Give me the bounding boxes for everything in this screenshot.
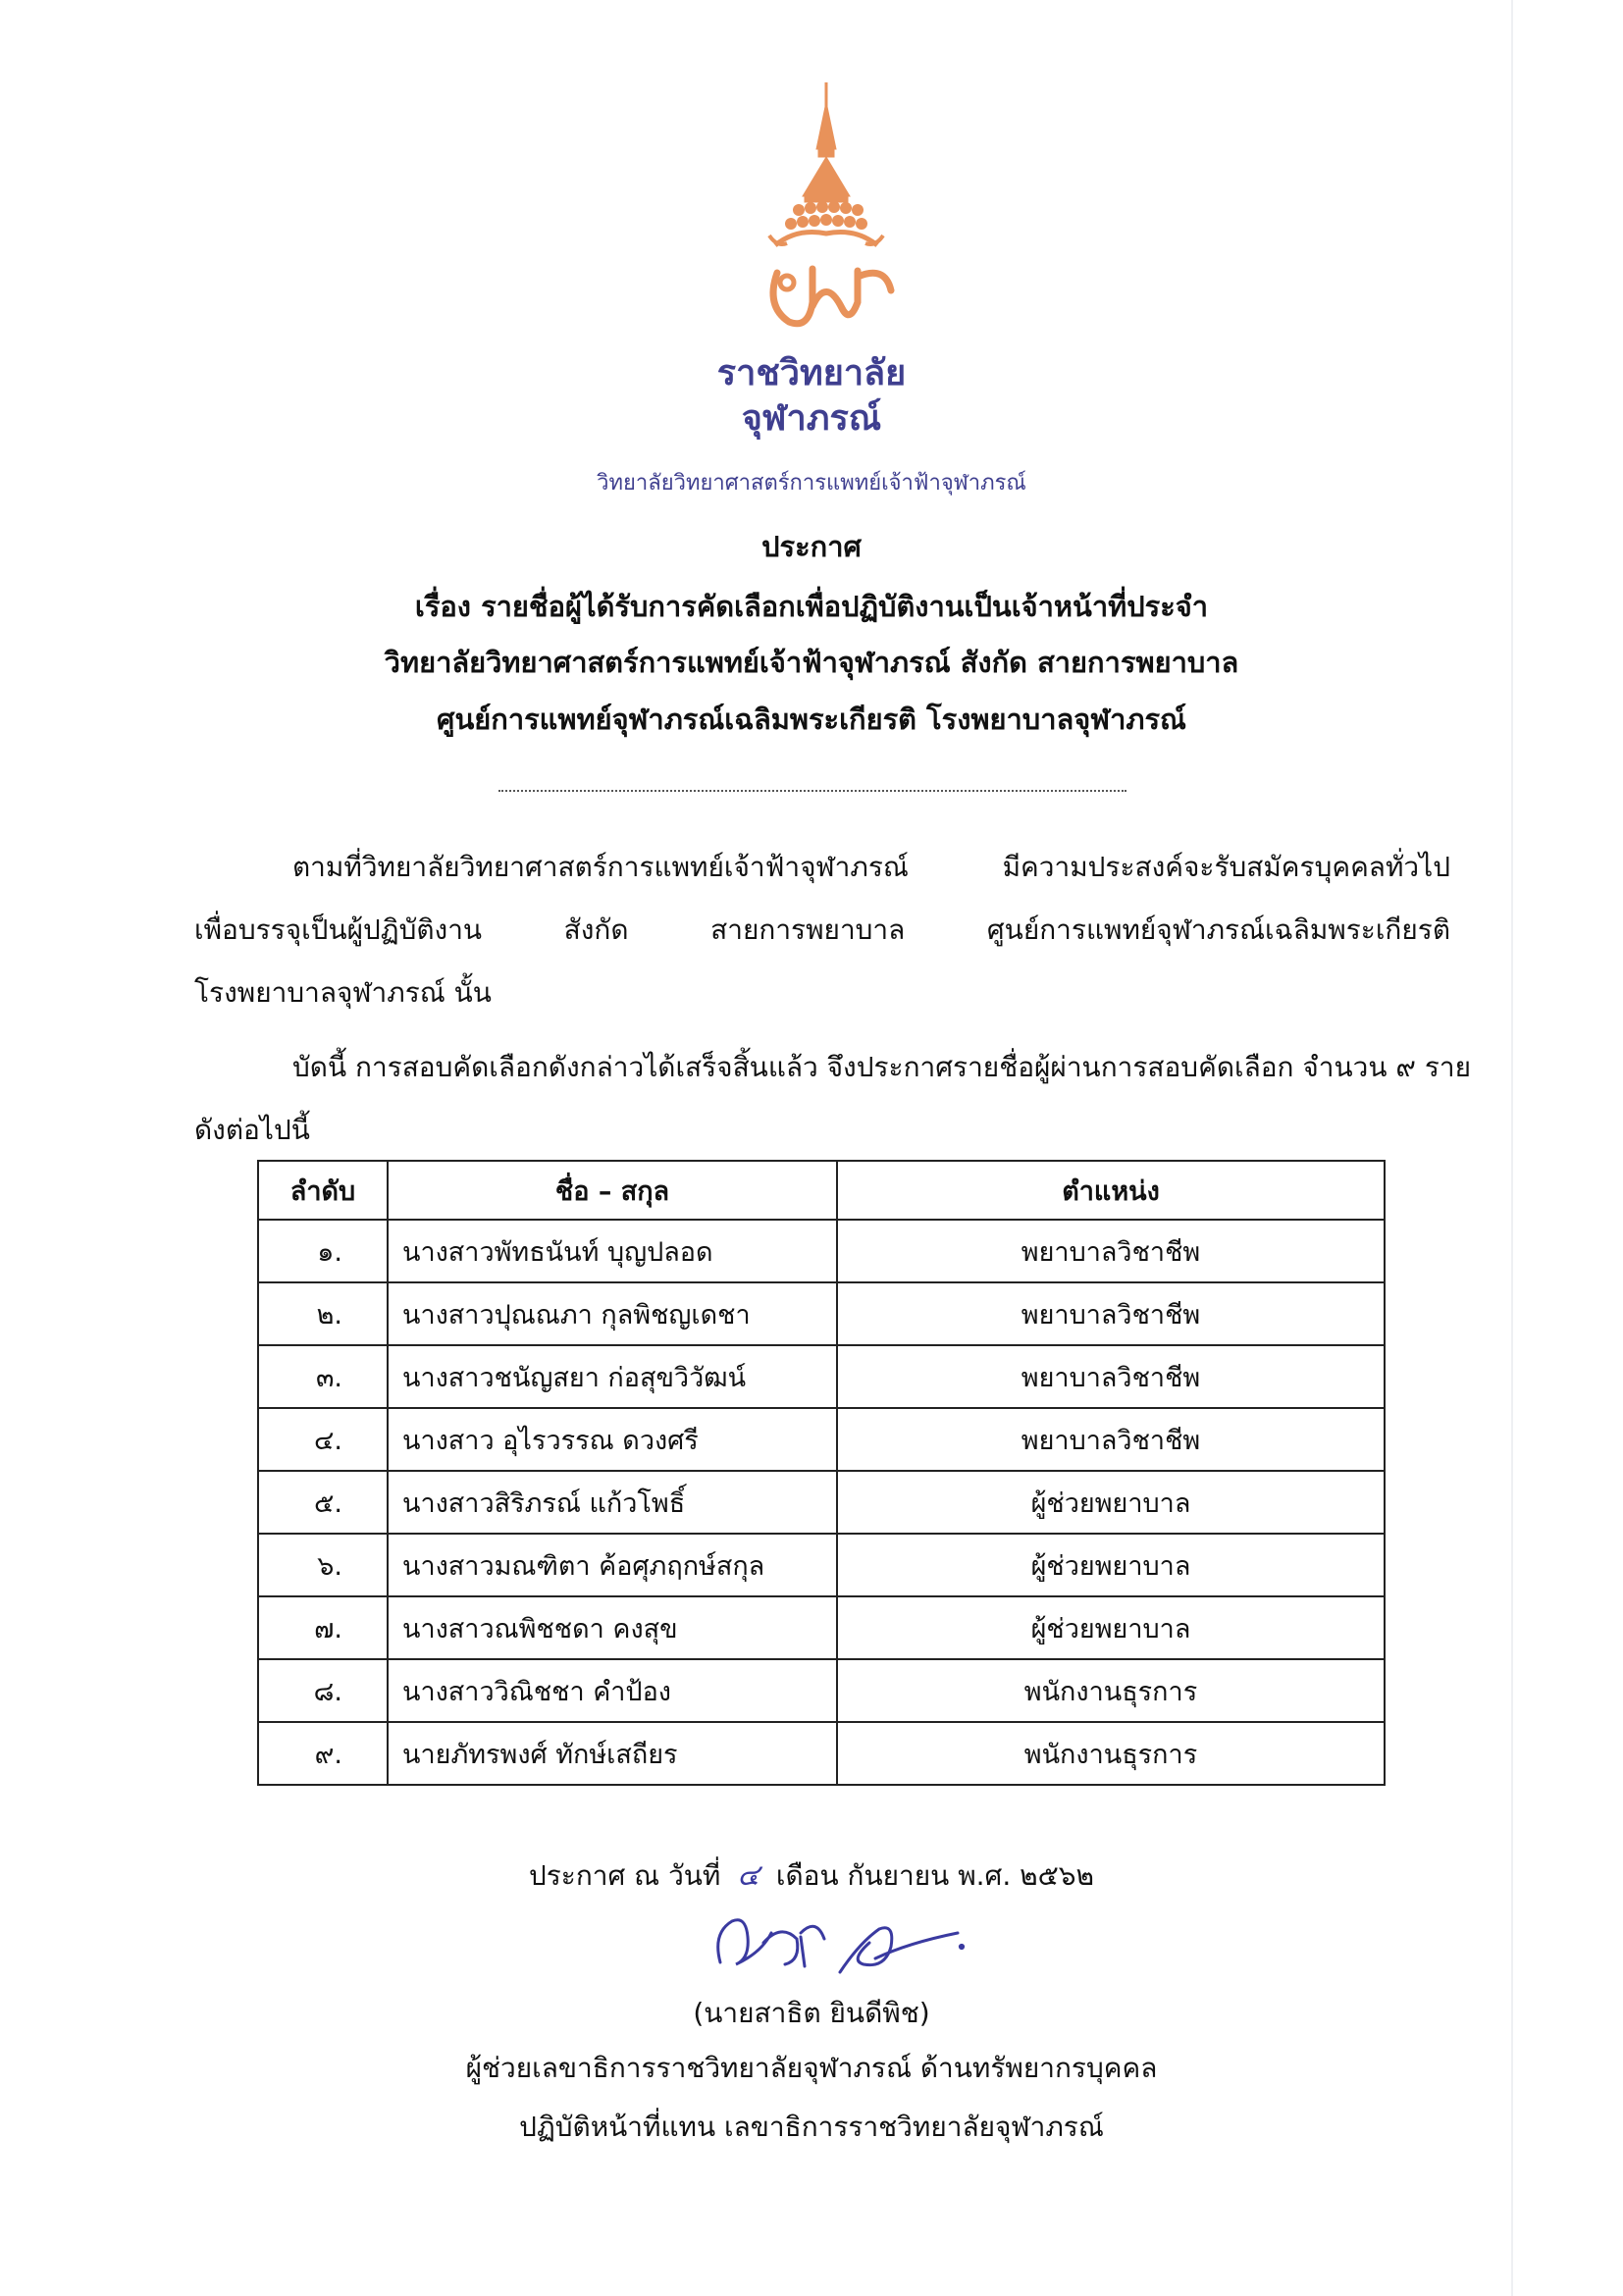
row-name: นางสาวชนัญสยา ก่อสุขวิวัฒน์ — [388, 1345, 837, 1408]
row-number: ๙. — [314, 1739, 342, 1770]
row-number: ๕. — [313, 1487, 342, 1519]
row-number: ๑. — [317, 1236, 342, 1268]
row-position: พนักงานธุรการ — [837, 1722, 1385, 1785]
paragraph-1-line2: เพื่อบรรจุเป็นผู้ปฏิบัติงาน สังกัด สายการพยาบาล ศูนย์การแพทย์จุฬาภรณ์เฉลิมพระเกียรติ — [194, 913, 1450, 946]
table-row — [258, 1534, 1385, 1596]
row-name: นายภัทรพงศ์ ทักษ์เสถียร — [388, 1722, 837, 1785]
signer-title-line2: ปฏิบัติหน้าที่แทน เลขาธิการราชวิทยาลัยจุฬาภรณ์ — [519, 2111, 1104, 2143]
table-row — [258, 1282, 1385, 1345]
handwritten-signature — [703, 1904, 977, 1992]
row-position: ผู้ช่วยพยาบาล — [837, 1534, 1385, 1596]
row-position: พยาบาลวิชาชีพ — [837, 1220, 1385, 1282]
institution-subtitle: วิทยาลัยวิทยาศาสตร์การแพทย์เจ้าฟ้าจุฬาภรณ์ — [597, 471, 1026, 496]
row-position: พยาบาลวิชาชีพ — [837, 1408, 1385, 1471]
row-name: นางสาว อุไรวรรณ ดวงศรี — [388, 1408, 837, 1471]
row-number: ๓. — [315, 1362, 342, 1393]
header-position: ตำแหน่ง — [837, 1161, 1385, 1220]
table-header-row — [258, 1161, 1385, 1220]
row-name: นางสาววิณิชชา คำป้อง — [388, 1659, 837, 1722]
institution-name-line1: ราชวิทยาลัย — [716, 353, 907, 393]
results-table — [257, 1160, 1386, 1786]
row-position: พนักงานธุรการ — [837, 1659, 1385, 1722]
table-row — [258, 1345, 1385, 1408]
row-number: ๘. — [313, 1676, 342, 1707]
row-name: นางสาวพัทธนันท์ บุญปลอด — [388, 1220, 837, 1282]
row-number: ๒. — [316, 1299, 342, 1331]
subject-line2: วิทยาลัยวิทยาศาสตร์การแพทย์เจ้าฟ้าจุฬาภรณ์ สังกัด สายการพยาบาล — [384, 646, 1239, 679]
announcement-title: ประกาศ — [761, 530, 862, 563]
announcement-date — [0, 1852, 1623, 1899]
row-name: นางสาวมณฑิตา ค้อศุภฤกษ์สกุล — [388, 1534, 837, 1596]
signer-name: (นายสาธิต ยินดีพิช) — [693, 1997, 930, 2029]
signer-title-line1: ผู้ช่วยเลขาธิการราชวิทยาลัยจุฬาภรณ์ ด้านทรัพยากรบุคคล — [465, 2052, 1158, 2084]
row-name: นางสาวสิริภรณ์ แก้วโพธิ์ — [388, 1471, 837, 1534]
paragraph-2-line1: บัดนี้ การสอบคัดเลือกดังกล่าวได้เสร็จสิ้นแล้ว จึงประกาศรายชื่อผู้ผ่านการสอบคัดเลือก จำนวน ๙ ราย — [292, 1051, 1472, 1083]
row-number: ๔. — [313, 1425, 342, 1456]
header-name: ชื่อ – สกุล — [388, 1161, 837, 1220]
table-row — [258, 1596, 1385, 1659]
table-row — [258, 1659, 1385, 1722]
row-name: นางสาวปุณณภา กุลพิชญเดชา — [388, 1282, 837, 1345]
table-row — [258, 1722, 1385, 1785]
table-row — [258, 1220, 1385, 1282]
table-row — [258, 1408, 1385, 1471]
paragraph-1-line1: ตามที่วิทยาลัยวิทยาศาสตร์การแพทย์เจ้าฟ้าจุฬาภรณ์ มีความประสงค์จะรับสมัครบุคคลทั่วไป — [292, 851, 1450, 883]
paragraph-2 — [194, 1036, 1472, 1162]
header-order: ลำดับ — [258, 1161, 388, 1220]
row-number: ๖. — [317, 1550, 342, 1582]
date-suffix: เดือน กันยายน พ.ศ. ๒๕๖๒ — [775, 1859, 1095, 1892]
row-position: ผู้ช่วยพยาบาล — [837, 1596, 1385, 1659]
institution-name-line2: จุฬาภรณ์ — [741, 398, 882, 439]
chulabhorn-emblem-logo — [748, 80, 905, 336]
date-prefix: ประกาศ ณ วันที่ — [528, 1859, 721, 1892]
dotted-divider — [498, 790, 1126, 792]
table-row — [258, 1471, 1385, 1534]
paragraph-1-line3: โรงพยาบาลจุฬาภรณ์ นั้น — [194, 976, 492, 1009]
row-position: ผู้ช่วยพยาบาล — [837, 1471, 1385, 1534]
paragraph-2-line2: ดังต่อไปนี้ — [194, 1114, 310, 1146]
subject-line1: เรื่อง รายชื่อผู้ได้รับการคัดเลือกเพื่อปฏิบัติงานเป็นเจ้าหน้าที่ประจำ — [414, 590, 1209, 623]
row-name: นางสาวณพิชชดา คงสุข — [388, 1596, 837, 1659]
scan-edge-line — [1511, 0, 1513, 2296]
date-day-handwritten: ๔ — [737, 1858, 760, 1893]
row-number: ๗. — [314, 1613, 342, 1644]
row-position: พยาบาลวิชาชีพ — [837, 1282, 1385, 1345]
row-position: พยาบาลวิชาชีพ — [837, 1345, 1385, 1408]
paragraph-1 — [194, 836, 1450, 1024]
subject-line3: ศูนย์การแพทย์จุฬาภรณ์เฉลิมพระเกียรติ โรงพยาบาลจุฬาภรณ์ — [437, 703, 1186, 736]
